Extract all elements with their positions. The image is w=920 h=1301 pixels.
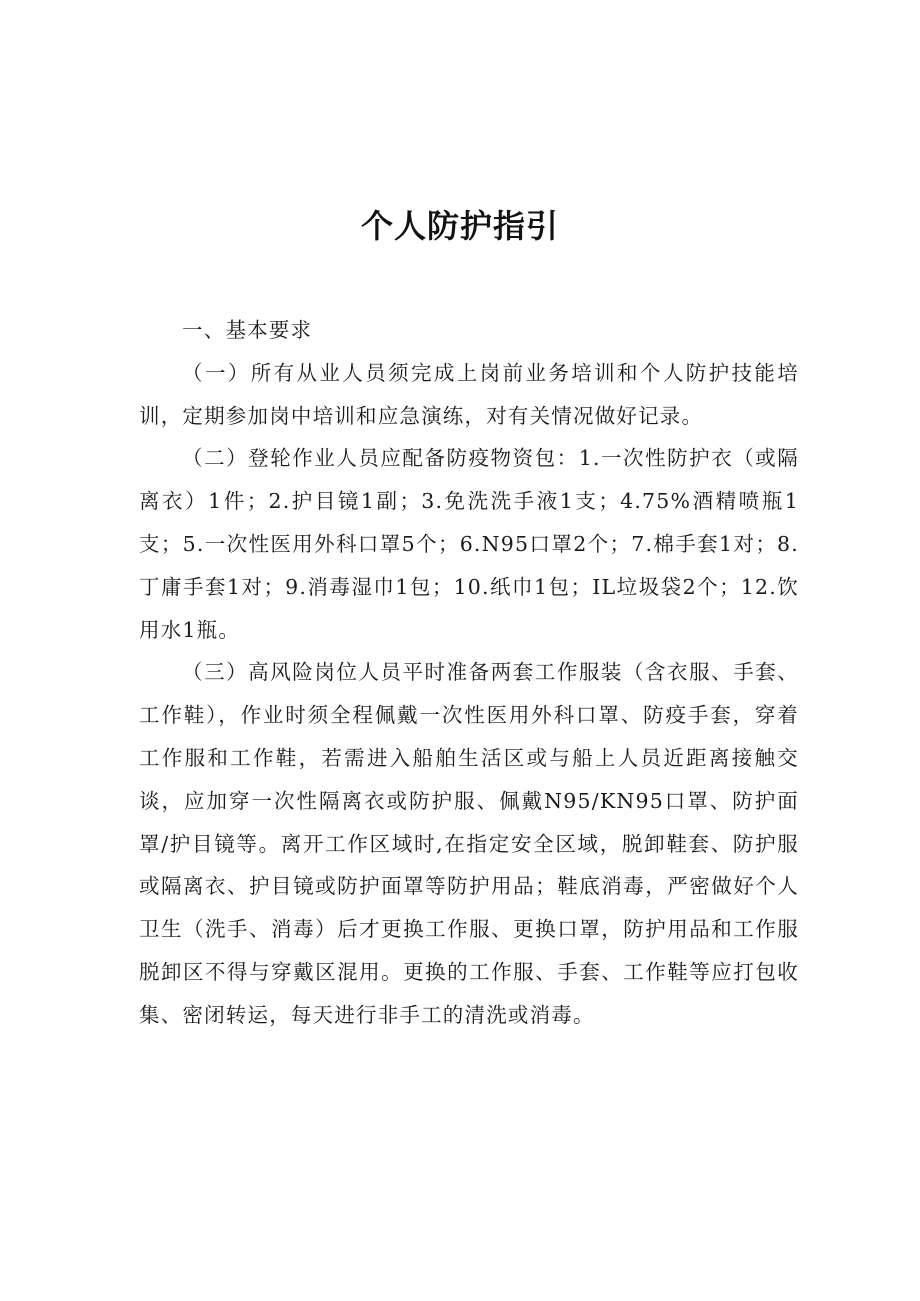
paragraph-3: （三）高风险岗位人员平时准备两套工作服装（含衣服、手套、工作鞋），作业时须全程佩戴一次性医用外科口罩、防疫手套，穿着工作服和工作鞋，若需进入船舶生活区或与船上人员近距离接触交谈，应加穿一次性隔离衣或防护服、佩戴N95/KN95口罩、防护面罩/护目镜等。离开工作区域时,在指定安全区域，脱卸鞋套、防护服或隔离衣、护目镜或防护面罩等防护用品；鞋底消毒，严密做好个人卫生（洗手、消毒）后才更换工作服、更换口罩，防护用品和工作服脱卸区不得与穿戴区混用。更换的工作服、手套、工作鞋等应打包收集、密闭转运，每天进行非手工的清洗或消毒。 bbox=[139, 660, 799, 1027]
document-body bbox=[139, 309, 799, 1037]
section-heading: 一、基本要求 bbox=[182, 318, 313, 342]
paragraph-1: （一）所有从业人员须完成上岗前业务培训和个人防护技能培训，定期参加岗中培训和应急演练，对有关情况做好记录。 bbox=[139, 360, 799, 428]
page-title: 个人防护指引 bbox=[360, 207, 559, 245]
paragraph-2: （二）登轮作业人员应配备防疫物资包：1.一次性防护衣（或隔离衣）1件；2.护目镜1副；3.免洗洗手液1支；4.75%酒精喷瓶1支；5.一次性医用外科口罩5个；6.N95口罩2个；7.棉手套1对；8.丁庸手套1对；9.消毒湿巾1包；10.纸巾1包；IL垃圾袋2个；12.饮用水1瓶。 bbox=[139, 446, 799, 642]
